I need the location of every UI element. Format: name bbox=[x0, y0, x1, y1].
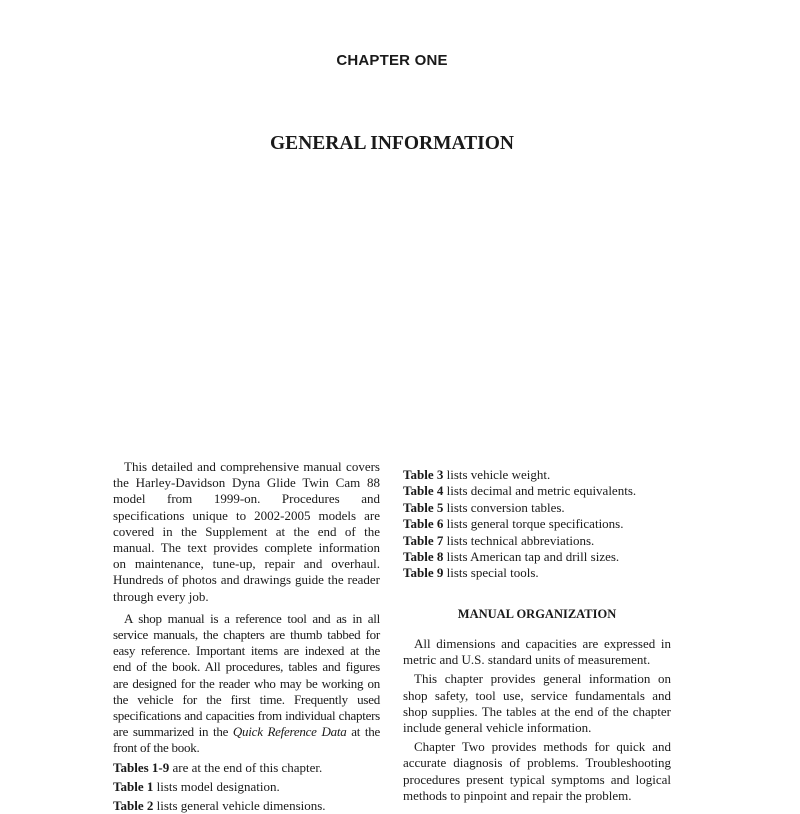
intro-paragraph: This detailed and comprehensive manual covers the Harley-Davidson Dyna Glide Twin Cam 88 model from 1999-on. Procedures and specifications unique to 2002-2005 models are covered in the Supplement at the end of the manual. The text provides complete information on maintenance, tune-up, repair and overhaul. Hundreds of photos and drawings guide the reader through every job. bbox=[113, 459, 380, 604]
table-line bbox=[113, 760, 380, 776]
table-line-label: Table 2 bbox=[113, 798, 154, 814]
quick-reference-data-title: Quick Reference Data bbox=[232, 724, 347, 740]
table-line bbox=[403, 516, 671, 532]
table-line-text: lists decimal and metric equivalents. bbox=[443, 483, 637, 499]
table-line-label: Table 9 bbox=[403, 565, 444, 581]
chapter-one-paragraph: This chapter provides general information on shop safety, tool use, service fundamentals and shop supplies. The tables at the end of the chapter include general vehicle information. bbox=[403, 671, 671, 736]
table-line bbox=[403, 483, 671, 499]
table-line-label: Tables 1-9 bbox=[113, 759, 170, 775]
section-heading: MANUAL ORGANIZATION bbox=[457, 606, 617, 621]
right-column bbox=[403, 467, 671, 804]
table-line bbox=[403, 565, 671, 581]
table-line-label: Table 1 bbox=[113, 778, 154, 794]
left-column bbox=[113, 459, 380, 814]
table-line-text: lists American tap and drill sizes. bbox=[443, 549, 620, 565]
table-line bbox=[403, 533, 671, 549]
table-line bbox=[403, 549, 671, 565]
table-line-text: lists vehicle weight. bbox=[443, 467, 551, 482]
table-line-text: lists conversion tables. bbox=[443, 499, 565, 515]
table-line bbox=[113, 779, 380, 795]
reference-text-end: at the front of the book. bbox=[113, 724, 380, 756]
table-line bbox=[403, 467, 671, 483]
table-line bbox=[113, 798, 380, 814]
table-line-label: Table 6 bbox=[403, 516, 444, 532]
table-line-text: lists model designation. bbox=[153, 778, 280, 794]
table-line-text: lists general vehicle dimensions. bbox=[153, 798, 326, 814]
chapter-two-paragraph: Chapter Two provides methods for quick and accurate diagnosis of problems. Troubleshooting procedures present typical symptoms and logical methods to pinpoint and repair the problem. bbox=[403, 739, 671, 803]
reference-text-start: A shop manual is a reference tool and as in all service manuals, the chapters are thumb tabbed for easy reference. Important items are indexed at the end of the book. All procedures, tables and figures are designed for the reader who may be working on the vehicle for the first time. Frequently used specifications and capacities from individual chapters are summarized in the bbox=[113, 610, 380, 740]
reference-paragraph bbox=[113, 611, 380, 757]
chapter-title: GENERAL INFORMATION bbox=[270, 133, 514, 154]
chapter-label: CHAPTER ONE bbox=[336, 52, 448, 69]
table-line-label: Table 5 bbox=[403, 499, 444, 515]
table-line-text: are at the end of this chapter. bbox=[169, 759, 323, 775]
table-line-text: lists general torque specifications. bbox=[443, 516, 624, 532]
table-line-label: Table 3 bbox=[403, 467, 444, 482]
table-line bbox=[403, 500, 671, 516]
table-line-text: lists special tools. bbox=[443, 565, 539, 581]
table-line-label: Table 7 bbox=[403, 532, 444, 548]
table-line-label: Table 8 bbox=[403, 549, 444, 565]
units-paragraph: All dimensions and capacities are expressed in metric and U.S. standard units of measurement. bbox=[403, 636, 671, 668]
table-line-label: Table 4 bbox=[403, 483, 444, 499]
table-line-text: lists technical abbreviations. bbox=[443, 532, 595, 548]
